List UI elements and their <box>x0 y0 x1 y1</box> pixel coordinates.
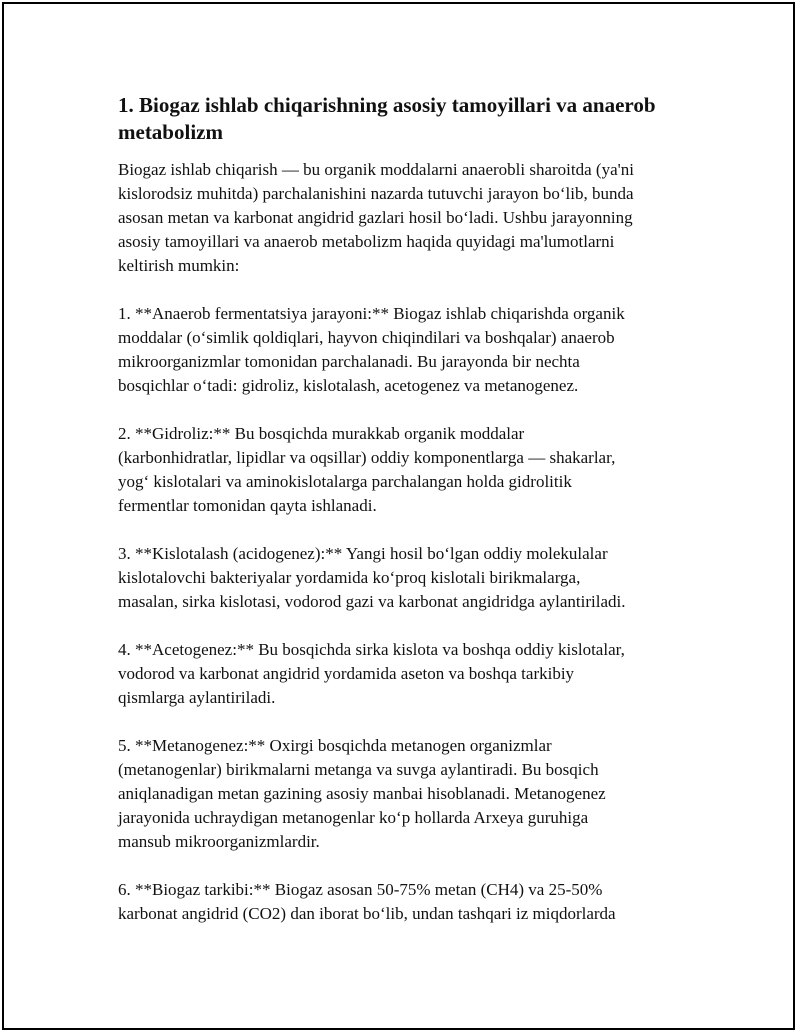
text-line: mikroorganizmlar tomonidan parchalanadi. Bu jarayonda bir nechta <box>118 352 580 371</box>
intro-paragraph <box>118 158 698 278</box>
item-biogaz-tarkibi <box>118 878 698 926</box>
heading-line: 1. Biogaz ishlab chiqarishning asosiy tamoyillari va anaerob <box>118 93 656 117</box>
text-line: qismlarga aylantiriladi. <box>118 688 276 707</box>
text-line: Biogaz ishlab chiqarish — bu organik moddalarni anaerobli sharoitda (ya'ni <box>118 160 634 179</box>
text-line: fermentlar tomonidan qayta ishlanadi. <box>118 496 377 515</box>
section-heading <box>118 92 698 146</box>
text-line: vodorod va karbonat angidrid yordamida aseton va boshqa tarkibiy <box>118 664 575 683</box>
text-line: 2. **Gidroliz:** Bu bosqichda murakkab organik moddalar <box>118 424 525 443</box>
text-line: kislorodsiz muhitda) parchalanishini nazarda tutuvchi jarayon bo‘lib, bunda <box>118 184 634 203</box>
text-line: (metanogenlar) birikmalarni metanga va suvga aylantiradi. Bu bosqich <box>118 760 599 779</box>
text-line: keltirish mumkin: <box>118 256 240 275</box>
text-line: asosiy tamoyillari va anaerob metabolizm haqida quyidagi ma'lumotlarni <box>118 232 615 251</box>
text-line: (karbonhidratlar, lipidlar va oqsillar) oddiy komponentlarga — shakarlar, <box>118 448 616 467</box>
text-line: karbonat angidrid (CO2) dan iborat bo‘lib, undan tashqari iz miqdorlarda <box>118 904 616 923</box>
document-body <box>118 92 698 950</box>
text-line: 6. **Biogaz tarkibi:** Biogaz asosan 50-75% metan (CH4) va 25-50% <box>118 880 603 899</box>
text-line: bosqichlar o‘tadi: gidroliz, kislotalash, acetogenez va metanogenez. <box>118 376 579 395</box>
text-line: mansub mikroorganizmlardir. <box>118 832 320 851</box>
text-line: yog‘ kislotalari va aminokislotalarga parchalangan holda gidrolitik <box>118 472 572 491</box>
item-kislotalash <box>118 542 698 614</box>
item-gidroliz <box>118 422 698 518</box>
item-anaerob-fermentatsiya <box>118 302 698 398</box>
text-line: masalan, sirka kislotasi, vodorod gazi va karbonat angidridga aylantiriladi. <box>118 592 626 611</box>
text-line: 1. **Anaerob fermentatsiya jarayoni:** Biogaz ishlab chiqarishda organik <box>118 304 625 323</box>
text-line: 4. **Acetogenez:** Bu bosqichda sirka kislota va boshqa oddiy kislotalar, <box>118 640 625 659</box>
text-line: moddalar (o‘simlik qoldiqlari, hayvon chiqindilari va boshqalar) anaerob <box>118 328 615 347</box>
item-acetogenez <box>118 638 698 710</box>
text-line: kislotalovchi bakteriyalar yordamida ko‘proq kislotali birikmalarga, <box>118 568 581 587</box>
text-line: asosan metan va karbonat angidrid gazlari hosil bo‘ladi. Ushbu jarayonning <box>118 208 633 227</box>
item-metanogenez <box>118 734 698 854</box>
text-line: jarayonida uchraydigan metanogenlar ko‘p hollarda Arxeya guruhiga <box>118 808 589 827</box>
text-line: 3. **Kislotalash (acidogenez):** Yangi hosil bo‘lgan oddiy molekulalar <box>118 544 608 563</box>
text-line: 5. **Metanogenez:** Oxirgi bosqichda metanogen organizmlar <box>118 736 552 755</box>
text-line: aniqlanadigan metan gazining asosiy manbai hisoblanadi. Metanogenez <box>118 784 606 803</box>
heading-line: metabolizm <box>118 120 223 144</box>
